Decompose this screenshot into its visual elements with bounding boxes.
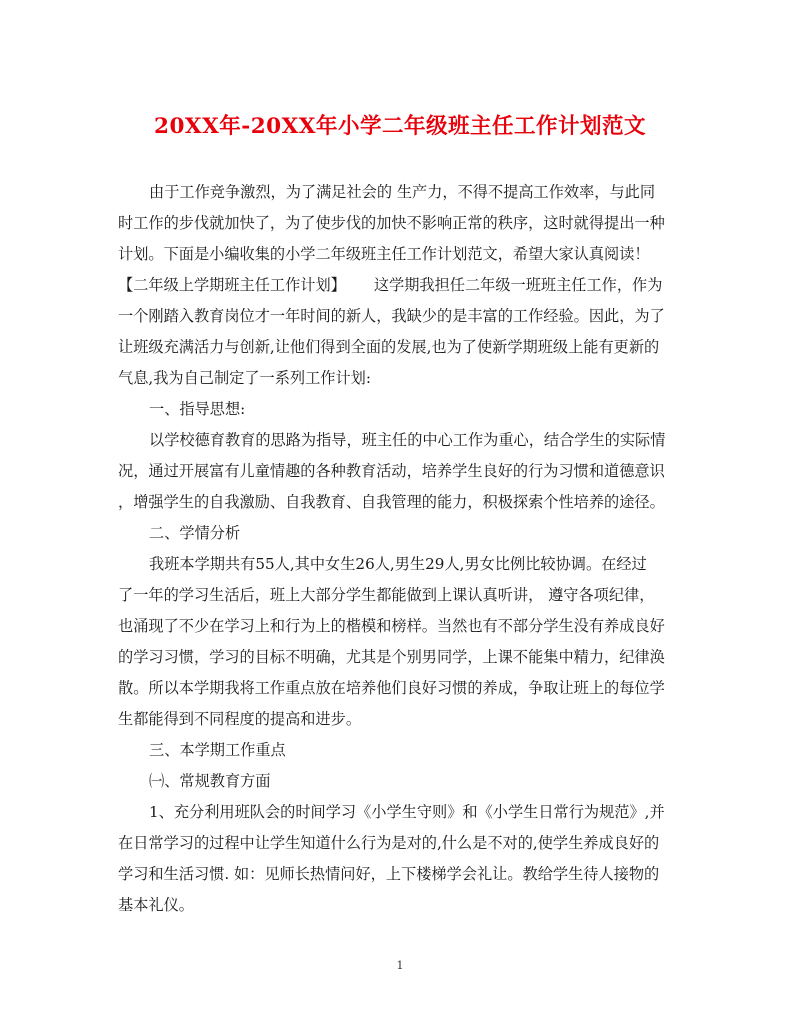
paragraph-line: 计划。下面是小编收集的小学二年级班主任工作计划范文，希望大家认真阅读！ [118, 245, 650, 263]
paragraph-line: 散。所以本学期我将工作重点放在培养他们良好习惯的养成，争取让班上的每位学 [118, 679, 665, 697]
paragraph-line: 以学校德育教育的思路为指导，班主任的中心工作为重心，结合学生的实际情 [149, 431, 666, 449]
paragraph-line: 了一年的学习生活后，班上大部分学生都能做到上课认真听讲， 遵守各项纪律， [118, 586, 655, 604]
page-number: 1 [396, 959, 404, 972]
paragraph-line: 让班级充满活力与创新,让他们得到全面的发展,也为了使新学期班级上能有更新的 [118, 338, 660, 356]
section-heading-guiding-thought: 一、指导思想: [149, 400, 246, 418]
paragraph-line: 由于工作竞争激烈，为了满足社会的 生产力，不得不提高工作效率，与此同 [149, 183, 656, 201]
paragraph-line-with-heading [118, 270, 690, 301]
section-heading: 【二年级上学期班主任工作计划】 [118, 276, 346, 294]
subsection-heading-routine-education: ㈠、常规教育方面 [149, 772, 271, 790]
document-title: 20XX年-20XX年小学二年级班主任工作计划范文 [154, 114, 646, 139]
paragraph-line: 的学习习惯，学习的目标不明确，尤其是个别男同学，上课不能集中精力，纪律涣 [118, 648, 665, 666]
paragraph-line: 1、充分利用班队会的时间学习《小学生守则》和《小学生日常行为规范》,并 [149, 803, 665, 821]
paragraph-line: 生都能得到不同程度的提高和进步。 [118, 710, 361, 728]
paragraph-line: 在日常学习的过程中让学生知道什么行为是对的,什么是不对的,使学生养成良好的 [118, 834, 660, 852]
paragraph-line: 时工作的步伐就加快了，为了使步伐的加快不影响正常的秩序，这时就得提出一种 [118, 214, 665, 232]
paragraph-line: ，增强学生的自我激励、自我教育、自我管理的能力，积极探索个性培养的途径。 [118, 493, 665, 511]
paragraph-line: 也涌现了不少在学习上和行为上的楷模和榜样。当然也有不部分学生没有养成良好 [118, 617, 665, 635]
paragraph-line: 气息,我为自己制定了一系列工作计划: [118, 369, 371, 387]
section-heading-work-focus: 三、本学期工作重点 [149, 741, 286, 759]
section-heading-class-analysis: 二、学情分析 [149, 524, 241, 542]
paragraph-line: 我班本学期共有55人,其中女生26人,男生29人,男女比例比较协调。在经过 [149, 555, 647, 573]
paragraph-line: 一个刚踏入教育岗位才一年时间的新人，我缺少的是丰富的工作经验。因此，为了 [118, 307, 665, 325]
paragraph-line: 学习和生活习惯. 如：见师长热情问好，上下楼梯学会礼让。教给学生待人接物的 [118, 865, 660, 883]
document-body [118, 177, 690, 921]
paragraph-line: 基本礼仪。 [118, 896, 194, 914]
paragraph-text: 这学期我担任二年级一班班主任工作，作为 [373, 276, 663, 294]
paragraph-line: 况，通过开展富有儿童情趣的各种教育活动，培养学生良好的行为习惯和道德意识 [118, 462, 665, 480]
